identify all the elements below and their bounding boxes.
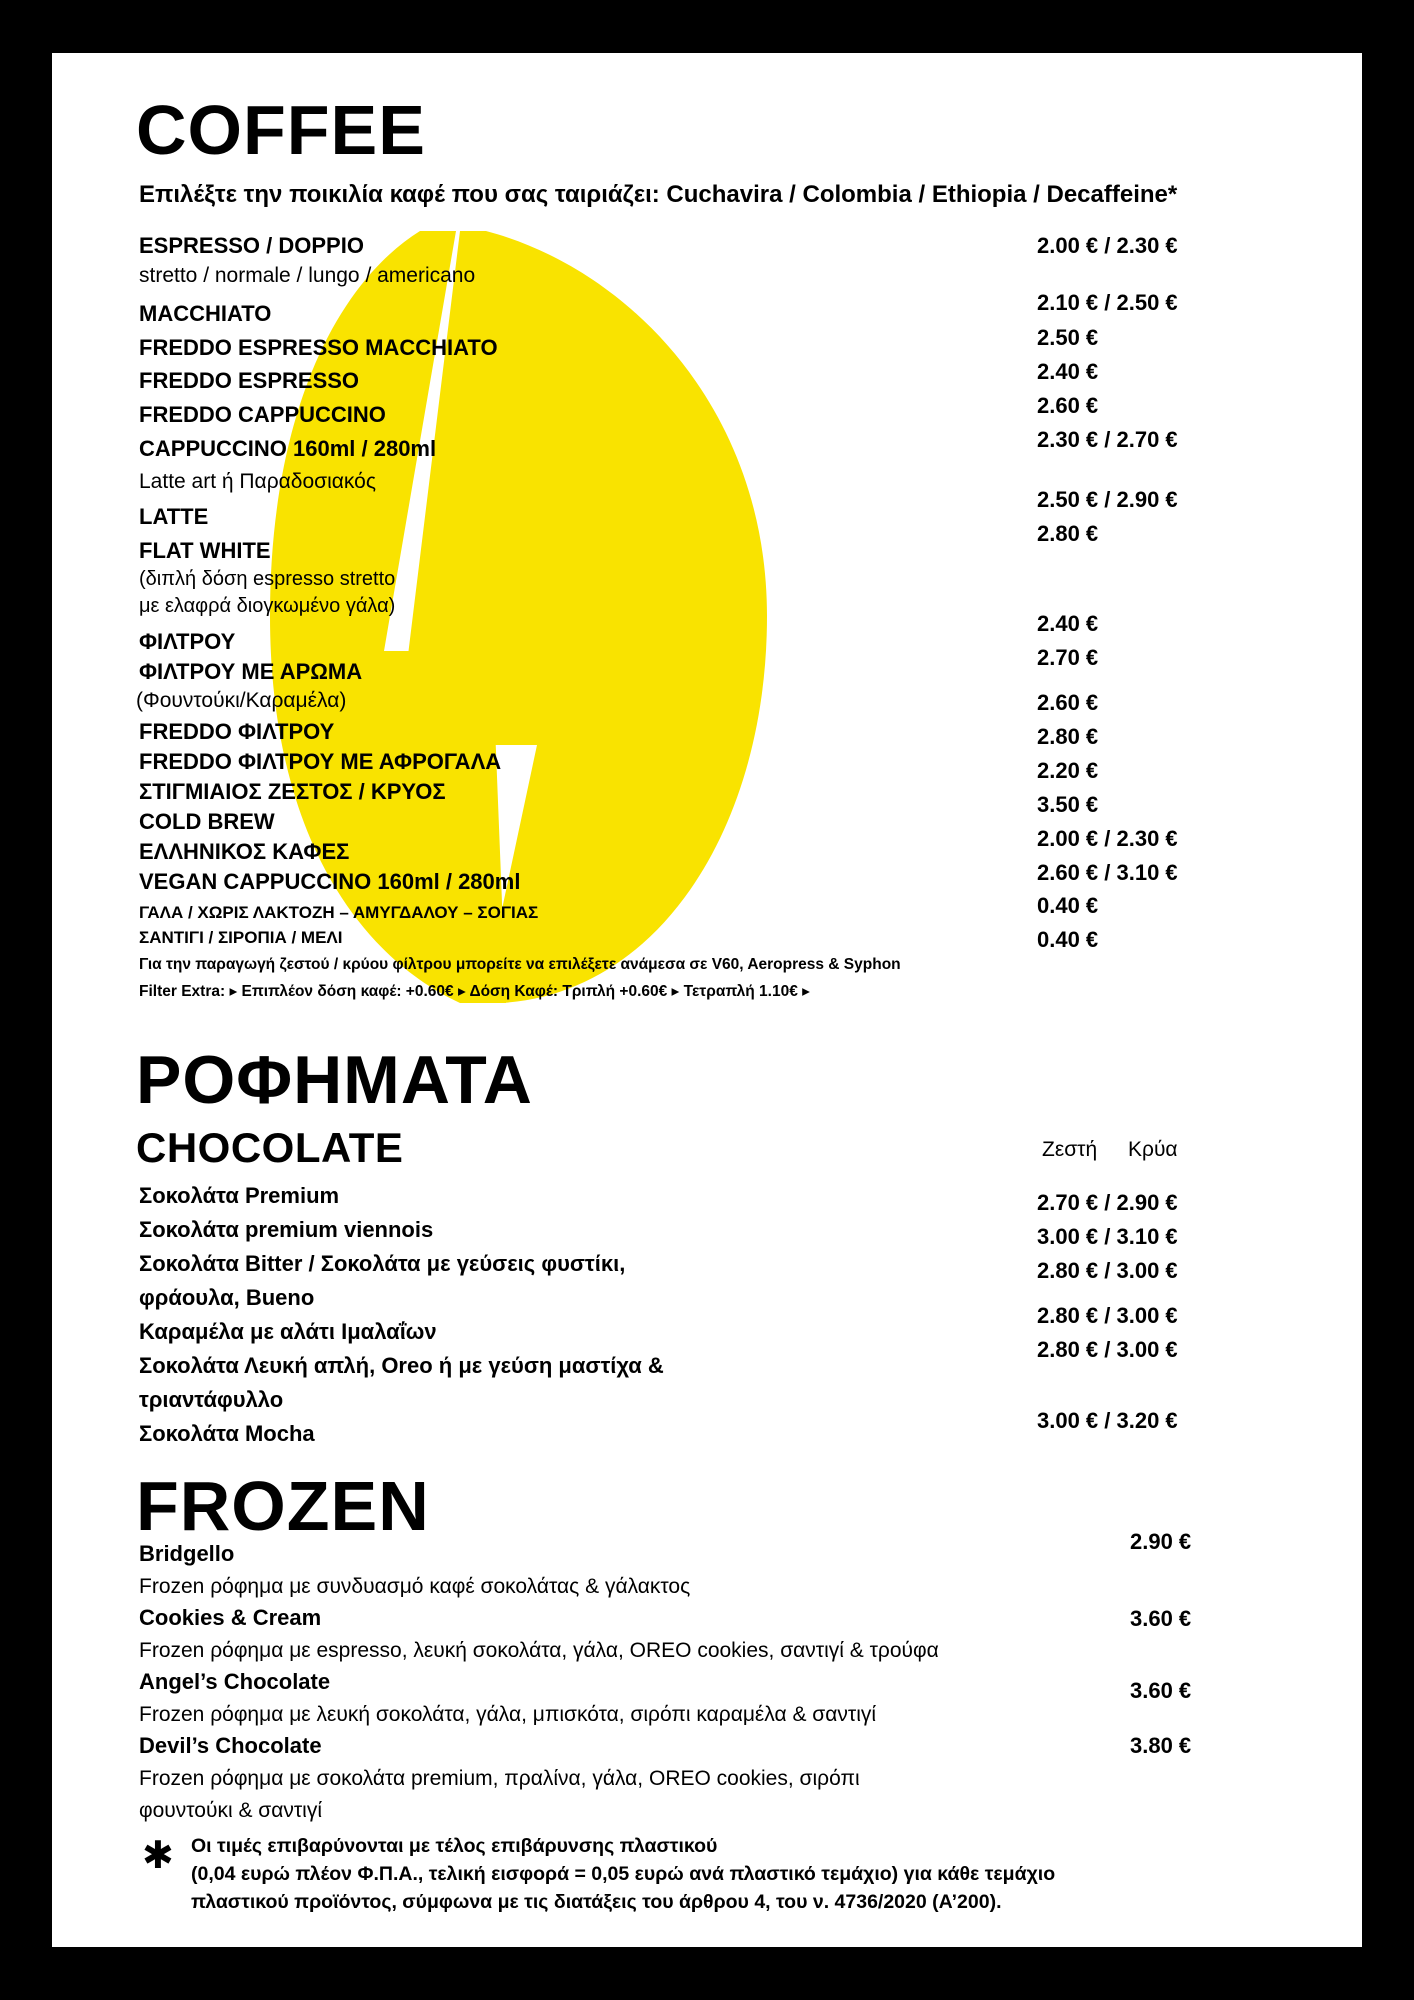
item-latte: LATTE (139, 504, 209, 529)
item-choc-viennois: Σοκολάτα premium viennois (139, 1217, 434, 1242)
item-ellinikos: ΕΛΛΗΝΙΚΟΣ ΚΑΦΕΣ (139, 839, 350, 864)
item-bridgello: Bridgello (139, 1541, 235, 1566)
item-cold-brew: COLD BREW (139, 809, 275, 834)
item-choc-mocha: Σοκολάτα Mocha (139, 1421, 315, 1446)
item-freddo-filtrou-afrogala: FREDDO ΦΙΛΤΡΟΥ ΜΕ ΑΦΡΟΓΑΛΑ (139, 749, 502, 774)
price-angels-chocolate: 3.60 € (1130, 1678, 1192, 1703)
price-cookies-cream: 3.60 € (1130, 1606, 1192, 1631)
item-espresso: ESPRESSO / DOPPIO (139, 233, 364, 258)
price-macchiato: 2.10 € / 2.50 € (1037, 290, 1178, 315)
price-ellinikos: 2.00 € / 2.30 € (1037, 826, 1178, 851)
item-filtrou-aroma-note: (Φουντούκι/Καραμέλα) (136, 689, 347, 712)
item-cappuccino-note: Latte art ή Παραδοσιακός (139, 470, 376, 493)
item-filtrou-aroma: ΦΙΛΤΡΟΥ ΜΕ ΑΡΩΜΑ (139, 659, 363, 684)
price-filtrou: 2.40 € (1037, 611, 1099, 636)
column-cold: Κρύα (1128, 1138, 1178, 1161)
price-freddo-cappuccino: 2.60 € (1037, 393, 1099, 418)
frozen-heading: FROZEN (136, 1467, 430, 1545)
item-stigmiaios: ΣΤΙΓΜΙΑΙΟΣ ΖΕΣΤΟΣ / ΚΡΥΟΣ (139, 779, 446, 804)
price-freddo-filtrou-afrogala: 2.80 € (1037, 724, 1099, 749)
price-vegan-cappuccino: 2.60 € / 3.10 € (1037, 860, 1178, 885)
price-freddo-espresso-macchiato: 2.50 € (1037, 325, 1099, 350)
price-freddo-filtrou: 2.60 € (1037, 690, 1099, 715)
price-stigmiaios: 2.20 € (1037, 758, 1099, 783)
price-choc-bitter: 2.80 € / 3.00 € (1037, 1258, 1178, 1283)
item-freddo-espresso: FREDDO ESPRESSO (139, 368, 360, 393)
rofimata-heading: ΡΟΦΗΜΑΤΑ (136, 1042, 533, 1118)
item-espresso-note: stretto / normale / lungo / americano (139, 264, 476, 287)
item-filtrou: ΦΙΛΤΡΟΥ (139, 629, 236, 654)
item-choc-bitter-2: φράουλα, Bueno (139, 1285, 315, 1310)
column-hot: Ζεστή (1042, 1138, 1098, 1161)
item-devils-chocolate: Devil’s Chocolate (139, 1733, 322, 1758)
item-devils-chocolate-desc-2: φουντούκι & σαντιγί (139, 1799, 323, 1822)
price-filtrou-aroma: 2.70 € (1037, 645, 1099, 670)
item-extras: ΣΑΝΤΙΓΙ / ΣΙΡΟΠΙΑ / ΜΕΛΙ (139, 928, 343, 947)
item-choc-white-2: τριαντάφυλλο (139, 1387, 284, 1412)
footnote-line-2: (0,04 ευρώ πλέον Φ.Π.Α., τελική εισφορά = 0,05 ευρώ ανά πλαστικό τεμάχιο) για κάθε τεμάχιο (191, 1863, 1056, 1885)
filter-methods-note: Για την παραγωγή ζεστού / κρύου φίλτρου μπορείτε να επιλέξετε ανάμεσα σε V60, Aeropress & Syphon (139, 956, 901, 973)
item-choc-bitter-1: Σοκολάτα Bitter / Σοκολάτα με γεύσεις φυστίκι, (139, 1251, 626, 1276)
price-bridgello: 2.90 € (1130, 1529, 1192, 1554)
filter-extra-note: Filter Extra: ▸ Επιπλέον δόση καφέ: +0.60€ ▸ Δόση Καφέ: Τριπλή +0.60€ ▸ Τετραπλή 1.10€ ▸ (139, 983, 810, 1000)
item-flat-white: FLAT WHITE (139, 538, 271, 563)
price-caramel-himalaya: 2.80 € / 3.00 € (1037, 1303, 1178, 1328)
item-flat-white-note-1: (διπλή δόση espresso stretto (139, 568, 396, 590)
item-cappuccino: CAPPUCCINO 160ml / 280ml (139, 436, 437, 461)
item-angels-chocolate-desc: Frozen ρόφημα με λευκή σοκολάτα, γάλα, μπισκότα, σιρόπι καραμέλα & σαντιγί (139, 1703, 877, 1726)
item-vegan-cappuccino: VEGAN CAPPUCCINO 160ml / 280ml (139, 869, 521, 894)
footnote-line-1: Οι τιμές επιβαρύνονται με τέλος επιβάρυνσης πλαστικού (191, 1835, 718, 1857)
price-flat-white: 2.80 € (1037, 521, 1099, 546)
footnote-line-3: πλαστικού προϊόντος, σύμφωνα με τις διατάξεις του άρθρου 4, του ν. 4736/2020 (Α’200). (191, 1891, 1002, 1913)
item-milk-options: ΓΑΛΑ / ΧΩΡΙΣ ΛΑΚΤΟΖΗ – ΑΜΥΓΔΑΛΟΥ – ΣΟΓΙΑΣ (139, 903, 539, 922)
item-freddo-cappuccino: FREDDO CAPPUCCINO (139, 402, 386, 427)
price-cold-brew: 3.50 € (1037, 792, 1099, 817)
asterisk-icon: ✱ (142, 1835, 174, 1877)
price-choc-mocha: 3.00 € / 3.20 € (1037, 1408, 1178, 1433)
item-macchiato: MACCHIATO (139, 301, 272, 326)
item-choc-premium: Σοκολάτα Premium (139, 1183, 340, 1208)
item-cookies-cream: Cookies & Cream (139, 1605, 322, 1630)
item-flat-white-note-2: με ελαφρά διογκωμένο γάλα) (139, 595, 396, 617)
price-choc-viennois: 3.00 € / 3.10 € (1037, 1224, 1178, 1249)
price-espresso: 2.00 € / 2.30 € (1037, 233, 1178, 258)
item-devils-chocolate-desc-1: Frozen ρόφημα με σοκολάτα premium, πραλίνα, γάλα, OREO cookies, σιρόπι (139, 1767, 860, 1790)
item-angels-chocolate: Angel’s Chocolate (139, 1669, 331, 1694)
item-freddo-espresso-macchiato: FREDDO ESPRESSO MACCHIATO (139, 335, 498, 360)
coffee-heading: COFFEE (136, 91, 426, 169)
item-bridgello-desc: Frozen ρόφημα με συνδυασμό καφέ σοκολάτας & γάλακτος (139, 1575, 691, 1598)
coffee-intro: Επιλέξτε την ποικιλία καφέ που σας ταιριάζει: Cuchavira / Colombia / Ethiopia / Decaffeine* (139, 181, 1178, 208)
price-latte: 2.50 € / 2.90 € (1037, 487, 1178, 512)
price-milk-options: 0.40 € (1037, 893, 1099, 918)
price-cappuccino: 2.30 € / 2.70 € (1037, 427, 1178, 452)
item-freddo-filtrou: FREDDO ΦΙΛΤΡΟΥ (139, 719, 335, 744)
price-devils-chocolate: 3.80 € (1130, 1733, 1192, 1758)
price-choc-white: 2.80 € / 3.00 € (1037, 1337, 1178, 1362)
price-choc-premium: 2.70 € / 2.90 € (1037, 1190, 1178, 1215)
item-caramel-himalaya: Καραμέλα με αλάτι Ιμαλαΐων (139, 1319, 437, 1344)
item-choc-white-1: Σοκολάτα Λευκή απλή, Oreo ή με γεύση μαστίχα & (139, 1353, 664, 1378)
price-extras: 0.40 € (1037, 927, 1099, 952)
item-cookies-cream-desc: Frozen ρόφημα με espresso, λευκή σοκολάτα, γάλα, OREO cookies, σαντιγί & τρούφα (139, 1639, 939, 1662)
chocolate-heading: CHOCOLATE (136, 1124, 404, 1171)
price-freddo-espresso: 2.40 € (1037, 359, 1099, 384)
menu-page (52, 53, 1362, 1947)
